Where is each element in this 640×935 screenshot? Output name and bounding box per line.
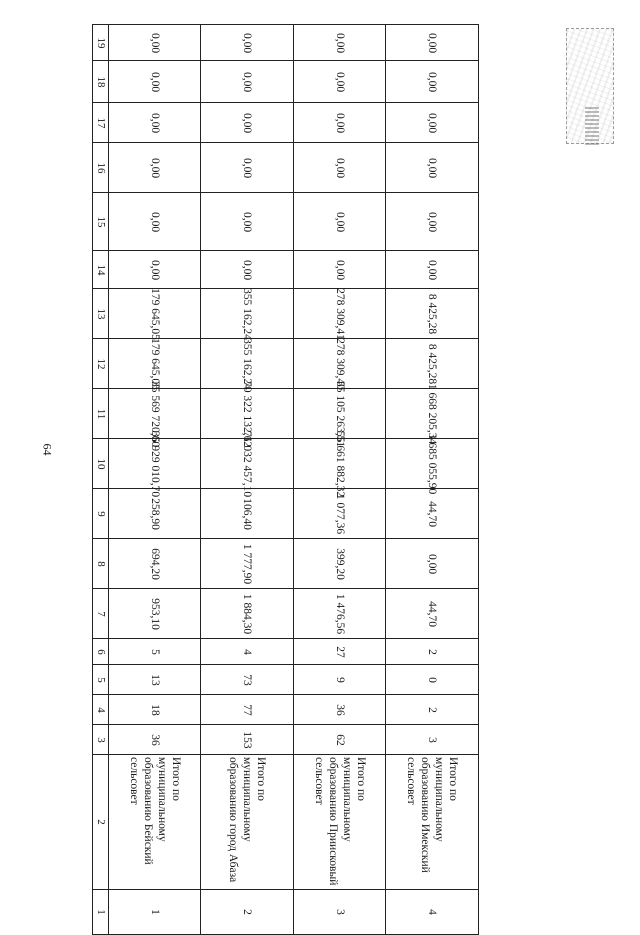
- cell-value: 0,00: [241, 32, 253, 53]
- column-number-cell: [93, 589, 109, 639]
- table-cell: [201, 289, 294, 339]
- cell-value: 0: [426, 676, 438, 683]
- table-cell: [294, 251, 386, 289]
- municipality-name: Итого по муниципальному образованию город Абаза: [227, 757, 267, 883]
- table-cell: [386, 103, 479, 143]
- table-cell: [109, 193, 201, 251]
- table-cell: [386, 251, 479, 289]
- row-number: 1: [148, 909, 161, 915]
- table-cell: [386, 143, 479, 193]
- column-number-cell: [93, 289, 109, 339]
- table-cell: [294, 589, 386, 639]
- cell-value: 1 668 205,34: [426, 383, 438, 444]
- column-number-cell: [93, 890, 109, 935]
- table-cell: [109, 430, 201, 497]
- table-cell: [201, 61, 294, 103]
- table-cell: [294, 639, 386, 665]
- table-cell: [109, 61, 201, 103]
- table-cell: [386, 589, 479, 639]
- table-cell: [294, 103, 386, 143]
- table-row: [93, 289, 479, 339]
- column-number-cell: [93, 389, 109, 439]
- table-row: [93, 539, 479, 589]
- table-cell: [201, 695, 294, 725]
- cell-value: 278 309,40: [333, 337, 346, 390]
- cell-value: 0,00: [333, 157, 346, 178]
- cell-value: 694,20: [148, 547, 161, 580]
- table-row: [93, 589, 479, 639]
- column-number-cell: [93, 439, 109, 489]
- cell-value: 0,00: [333, 32, 346, 53]
- table-cell: [386, 539, 479, 589]
- table-cell: [201, 193, 294, 251]
- table-cell: [386, 755, 479, 890]
- cell-value: 0,00: [426, 553, 438, 574]
- column-number: 14: [94, 264, 107, 275]
- municipality-name: Итого по муниципальному образованию Приисковый сельсовет: [312, 757, 367, 886]
- cell-value: 1 884,30: [241, 593, 253, 634]
- table-cell: [294, 61, 386, 103]
- table-cell: [294, 25, 386, 61]
- cell-value: 0,00: [426, 71, 438, 92]
- cell-value: 2: [426, 648, 438, 655]
- cell-value: 179 645,05: [148, 287, 161, 340]
- table-row: [93, 890, 479, 935]
- table-cell: [386, 383, 479, 444]
- cell-value: 0,00: [148, 157, 161, 178]
- cell-value: 0,00: [426, 112, 438, 133]
- table-cell: [294, 695, 386, 725]
- archive-stamp: [566, 28, 614, 144]
- table-cell: [201, 103, 294, 143]
- cell-value: 18: [148, 703, 161, 716]
- table-row: [93, 439, 479, 489]
- table-cell: [201, 755, 294, 890]
- table-cell: [201, 539, 294, 589]
- table-cell: [201, 665, 294, 695]
- column-number: 9: [94, 510, 107, 517]
- cell-value: 70 322 132,62: [241, 380, 253, 447]
- column-number-cell: [93, 695, 109, 725]
- cell-value: 8 425,28: [426, 343, 438, 384]
- cell-value: 0,00: [333, 71, 346, 92]
- table-cell: [201, 489, 294, 539]
- column-number: 10: [94, 458, 107, 469]
- table-row: [93, 755, 479, 890]
- cell-value: 278 309,41: [333, 287, 346, 340]
- cell-value: 0,00: [148, 112, 161, 133]
- table-cell: [201, 251, 294, 289]
- table-cell: [201, 143, 294, 193]
- column-number: 3: [94, 736, 107, 743]
- column-number-cell: [93, 489, 109, 539]
- cell-value: 44,70: [426, 600, 438, 627]
- cell-value: 0,00: [426, 157, 438, 178]
- table-row: [93, 725, 479, 755]
- cell-value: 153: [241, 730, 253, 749]
- column-number: 11: [94, 408, 107, 419]
- table-cell: [201, 725, 294, 755]
- table-cell: [294, 890, 386, 935]
- table-cell: [109, 725, 201, 755]
- cell-value: 44,70: [426, 500, 438, 527]
- table-cell: [109, 489, 201, 539]
- column-number: 8: [94, 560, 107, 567]
- column-number: 12: [94, 358, 107, 369]
- cell-value: 0,00: [333, 211, 346, 232]
- table-cell: [201, 639, 294, 665]
- cell-value: 27: [333, 645, 346, 658]
- municipality-name: Итого по муниципальному образованию Имекский сельсовет: [405, 757, 459, 873]
- table-cell: [386, 665, 479, 695]
- table-cell: [386, 890, 479, 935]
- column-number-cell: [93, 339, 109, 389]
- cell-value: 55 105 263,51: [333, 380, 346, 447]
- cell-value: 77: [241, 703, 253, 716]
- cell-value: 258,90: [148, 497, 161, 530]
- cell-value: 55 661 882,32: [333, 430, 346, 497]
- cell-value: 1 476,56: [333, 593, 346, 634]
- table-cell: [294, 430, 386, 497]
- column-number: 6: [94, 648, 107, 655]
- column-number-cell: [93, 755, 109, 890]
- cell-value: 0,00: [148, 71, 161, 92]
- column-number-cell: [93, 25, 109, 61]
- table-cell: [109, 695, 201, 725]
- cell-value: 62: [333, 733, 346, 746]
- cell-value: 0,00: [241, 259, 253, 280]
- table-row: [93, 61, 479, 103]
- cell-value: 106,40: [241, 497, 253, 530]
- column-number: 7: [94, 610, 107, 617]
- table-row: [93, 639, 479, 665]
- table-cell: [109, 143, 201, 193]
- table-cell: [386, 639, 479, 665]
- table-cell: [386, 339, 479, 389]
- column-number: 17: [94, 117, 107, 128]
- column-number-cell: [93, 251, 109, 289]
- data-table-grid: [92, 24, 479, 935]
- column-number-cell: [93, 725, 109, 755]
- table-row: [93, 143, 479, 193]
- table-cell: [386, 695, 479, 725]
- column-number: 13: [94, 308, 107, 319]
- table-cell: [294, 539, 386, 589]
- table-cell: [294, 143, 386, 193]
- table-cell: [294, 289, 386, 339]
- cell-value: 4: [241, 648, 253, 655]
- table-cell: [201, 25, 294, 61]
- table-cell: [109, 755, 201, 890]
- table-cell: [294, 725, 386, 755]
- column-number: 18: [94, 76, 107, 87]
- cell-value: 3: [426, 736, 438, 743]
- table-cell: [386, 193, 479, 251]
- column-number: 19: [94, 37, 107, 48]
- table-cell: [109, 639, 201, 665]
- column-number: 4: [94, 706, 107, 713]
- table-cell: [109, 103, 201, 143]
- column-number: 2: [94, 819, 107, 825]
- cell-value: 1 777,90: [241, 543, 253, 584]
- column-number: 5: [94, 676, 107, 683]
- table-cell: [109, 539, 201, 589]
- cell-value: 1 685 055,90: [426, 433, 438, 494]
- cell-value: 13: [148, 673, 161, 686]
- cell-value: 71 032 457,10: [241, 430, 253, 497]
- table-cell: [109, 890, 201, 935]
- table-cell: [386, 433, 479, 494]
- table-cell: [201, 589, 294, 639]
- cell-value: 0,00: [148, 211, 161, 232]
- cell-value: 5: [148, 648, 161, 655]
- table-cell: [294, 755, 386, 890]
- cell-value: 355 162,24: [241, 287, 253, 340]
- column-number-cell: [93, 639, 109, 665]
- cell-value: 0,00: [148, 259, 161, 280]
- column-number: 1: [94, 909, 107, 915]
- table-row: [93, 193, 479, 251]
- cell-value: 8 425,28: [426, 293, 438, 334]
- cell-value: 0,00: [241, 157, 253, 178]
- table-cell: [294, 193, 386, 251]
- cell-value: 73: [241, 673, 253, 686]
- cell-value: 2: [426, 706, 438, 713]
- column-number-cell: [93, 665, 109, 695]
- table-row: [93, 665, 479, 695]
- table-row: [93, 489, 479, 539]
- cell-value: 36: [333, 703, 346, 716]
- cell-value: 355 162,24: [241, 337, 253, 390]
- municipality-name: Итого по муниципальному образованию Бейский сельсовет: [127, 757, 182, 865]
- column-number-cell: [93, 539, 109, 589]
- table-row: [93, 103, 479, 143]
- cell-value: 1 077,36: [333, 493, 346, 534]
- column-number: 15: [94, 216, 107, 227]
- cell-value: 0,00: [241, 112, 253, 133]
- cell-value: 953,10: [148, 597, 161, 630]
- row-number: 3: [333, 909, 346, 915]
- table-cell: [294, 489, 386, 539]
- cell-value: 35 569 720,60: [148, 380, 161, 447]
- table-cell: [109, 251, 201, 289]
- cell-value: 0,00: [241, 211, 253, 232]
- cell-value: 36: [148, 733, 161, 746]
- table-cell: [109, 289, 201, 339]
- cell-value: 0,00: [426, 32, 438, 53]
- table-cell: [201, 890, 294, 935]
- table-cell: [294, 665, 386, 695]
- cell-value: 35 929 010,70: [148, 430, 161, 497]
- stamp-mark: [585, 105, 599, 145]
- table-row: [93, 25, 479, 61]
- table-cell: [386, 25, 479, 61]
- cell-value: 9: [333, 676, 346, 683]
- cell-value: 399,20: [333, 547, 346, 580]
- data-table: [92, 24, 478, 915]
- row-number: 2: [241, 909, 253, 915]
- cell-value: 0,00: [148, 32, 161, 53]
- cell-value: 0,00: [426, 211, 438, 232]
- table-cell: [109, 25, 201, 61]
- column-number: 16: [94, 162, 107, 173]
- table-cell: [386, 61, 479, 103]
- cell-value: 0,00: [426, 259, 438, 280]
- cell-value: 0,00: [333, 112, 346, 133]
- table-cell: [386, 725, 479, 755]
- cell-value: 0,00: [241, 71, 253, 92]
- table-cell: [201, 430, 294, 497]
- cell-value: 0,00: [333, 259, 346, 280]
- table-row: [93, 695, 479, 725]
- table-cell: [386, 489, 479, 539]
- cell-value: 179 645,05: [148, 337, 161, 390]
- column-number-cell: [93, 103, 109, 143]
- table-cell: [386, 289, 479, 339]
- row-number: 4: [426, 909, 438, 915]
- table-cell: [109, 589, 201, 639]
- table-row: [93, 251, 479, 289]
- page-number: 64: [40, 443, 55, 456]
- table-cell: [109, 665, 201, 695]
- column-number-cell: [93, 61, 109, 103]
- column-number-cell: [93, 143, 109, 193]
- column-number-cell: [93, 193, 109, 251]
